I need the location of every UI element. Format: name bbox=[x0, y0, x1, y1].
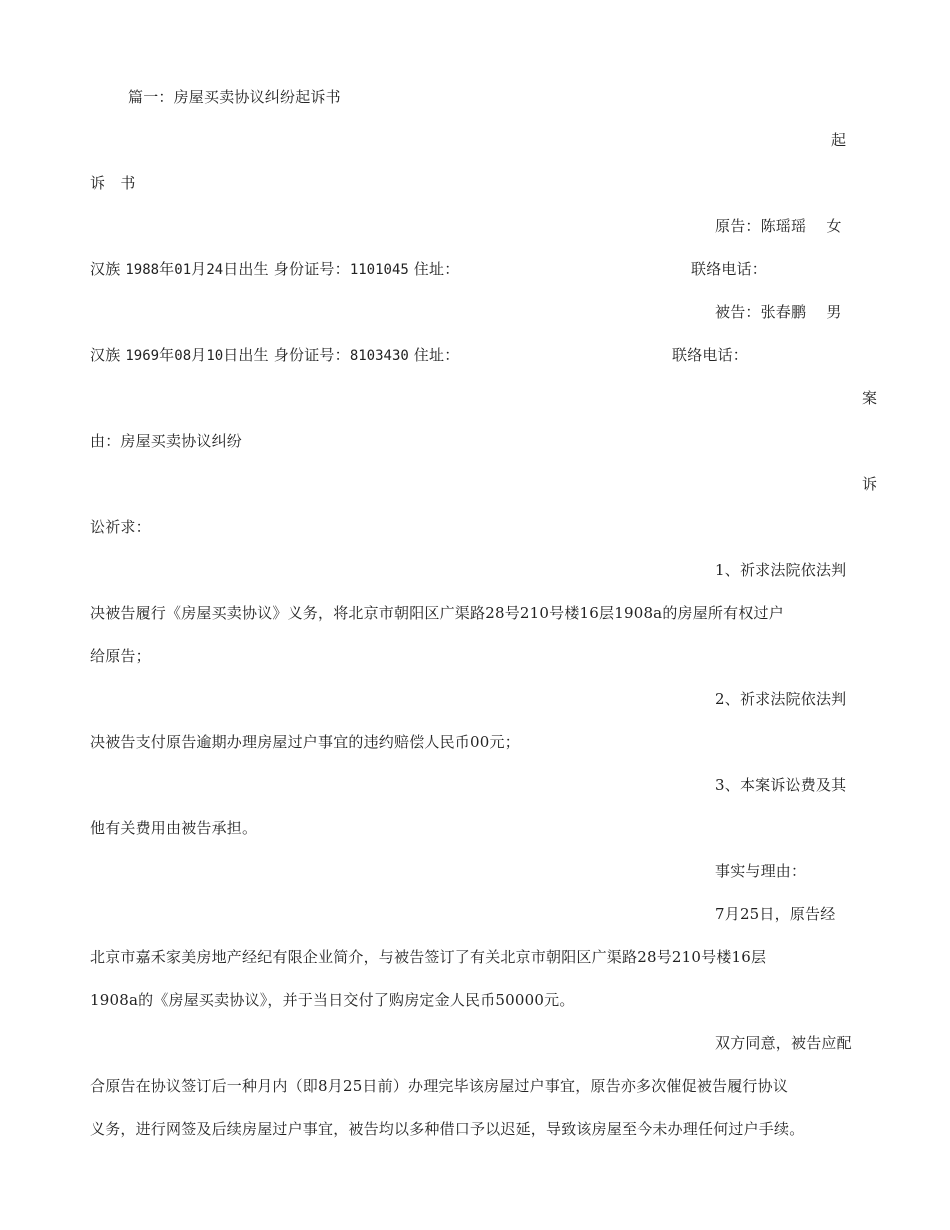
case-label-part1: 案 bbox=[862, 389, 878, 407]
claim3-part1: 3、本案诉讼费及其 bbox=[715, 776, 847, 794]
plaintiff-birth-year: 1988 bbox=[125, 262, 160, 278]
day-born-text: 日出生 bbox=[223, 260, 269, 278]
facts1-part2: 北京市嘉禾家美房地产经纪有限企业简介，与被告签订了有关北京市朝阳区广渠路28号210号楼16层 bbox=[90, 948, 767, 966]
facts2-part1: 双方同意，被告应配 bbox=[715, 1034, 852, 1052]
day-born-text: 日出生 bbox=[223, 346, 269, 364]
defendant-address-label: 住址： bbox=[413, 346, 460, 364]
facts-label: 事实与理由： bbox=[715, 862, 807, 880]
claim2-part2: 决被告支付原告逾期办理房屋过户事宜的违约赔偿人民币00元； bbox=[90, 733, 520, 751]
plaintiff-line2 bbox=[90, 259, 459, 280]
defendant-birth-day: 10 bbox=[206, 348, 224, 364]
defendant-id-label: 身份证号： bbox=[273, 346, 350, 364]
facts2-part3: 义务，进行网签及后续房屋过户事宜，被告均以多种借口予以迟延，导致该房屋至今未办理任何过户手续。 bbox=[90, 1120, 805, 1138]
claim1-part2: 决被告履行《房屋买卖协议》义务，将北京市朝阳区广渠路28号210号楼16层1908a的房屋所有权过户 bbox=[90, 604, 784, 622]
title-part2: 诉 书 bbox=[90, 174, 136, 192]
plaintiff-id-value: 1101045 bbox=[349, 262, 409, 278]
month-char: 月 bbox=[191, 260, 207, 278]
plaintiff-address-label: 住址： bbox=[413, 260, 460, 278]
claim1-part3: 给原告； bbox=[90, 647, 151, 665]
claim2-part1: 2、祈求法院依法判 bbox=[715, 690, 847, 708]
defendant-line2 bbox=[90, 345, 459, 366]
defendant-ethnicity: 汉族 bbox=[90, 346, 121, 364]
plaintiff-phone-label: 联络电话： bbox=[691, 260, 768, 278]
defendant-birth-month: 08 bbox=[174, 348, 192, 364]
claims-label-part1: 诉 bbox=[862, 475, 878, 493]
title-part1: 起 bbox=[831, 131, 847, 149]
plaintiff-ethnicity: 汉族 bbox=[90, 260, 121, 278]
year-char: 年 bbox=[159, 260, 175, 278]
facts1-part1: 7月25日，原告经 bbox=[715, 905, 836, 923]
claim3-part2: 他有关费用由被告承担。 bbox=[90, 819, 258, 837]
facts1-part3: 1908a的《房屋买卖协议》，并于当日交付了购房定金人民币50000元。 bbox=[90, 991, 575, 1009]
plaintiff-birth-day: 24 bbox=[206, 262, 224, 278]
defendant-birth-year: 1969 bbox=[125, 348, 160, 364]
plaintiff-line1: 原告：陈瑶瑶 女 bbox=[715, 217, 842, 235]
defendant-phone-label: 联络电话： bbox=[672, 346, 749, 364]
month-char: 月 bbox=[191, 346, 207, 364]
claim1-part1: 1、祈求法院依法判 bbox=[715, 561, 847, 579]
year-char: 年 bbox=[159, 346, 175, 364]
claims-label-part2: 讼祈求： bbox=[90, 518, 151, 536]
defendant-id-value: 8103430 bbox=[349, 348, 409, 364]
defendant-line1: 被告：张春鹏 男 bbox=[715, 303, 842, 321]
facts2-part2: 合原告在协议签订后一种月内（即8月25日前）办理完毕该房屋过户事宜，原告亦多次催促被告履行协议 bbox=[90, 1077, 789, 1095]
case-label-part2: 由：房屋买卖协议纠纷 bbox=[90, 432, 243, 450]
plaintiff-birth-month: 01 bbox=[174, 262, 192, 278]
plaintiff-id-label: 身份证号： bbox=[273, 260, 350, 278]
document-heading: 篇一：房屋买卖协议纠纷起诉书 bbox=[128, 88, 341, 106]
